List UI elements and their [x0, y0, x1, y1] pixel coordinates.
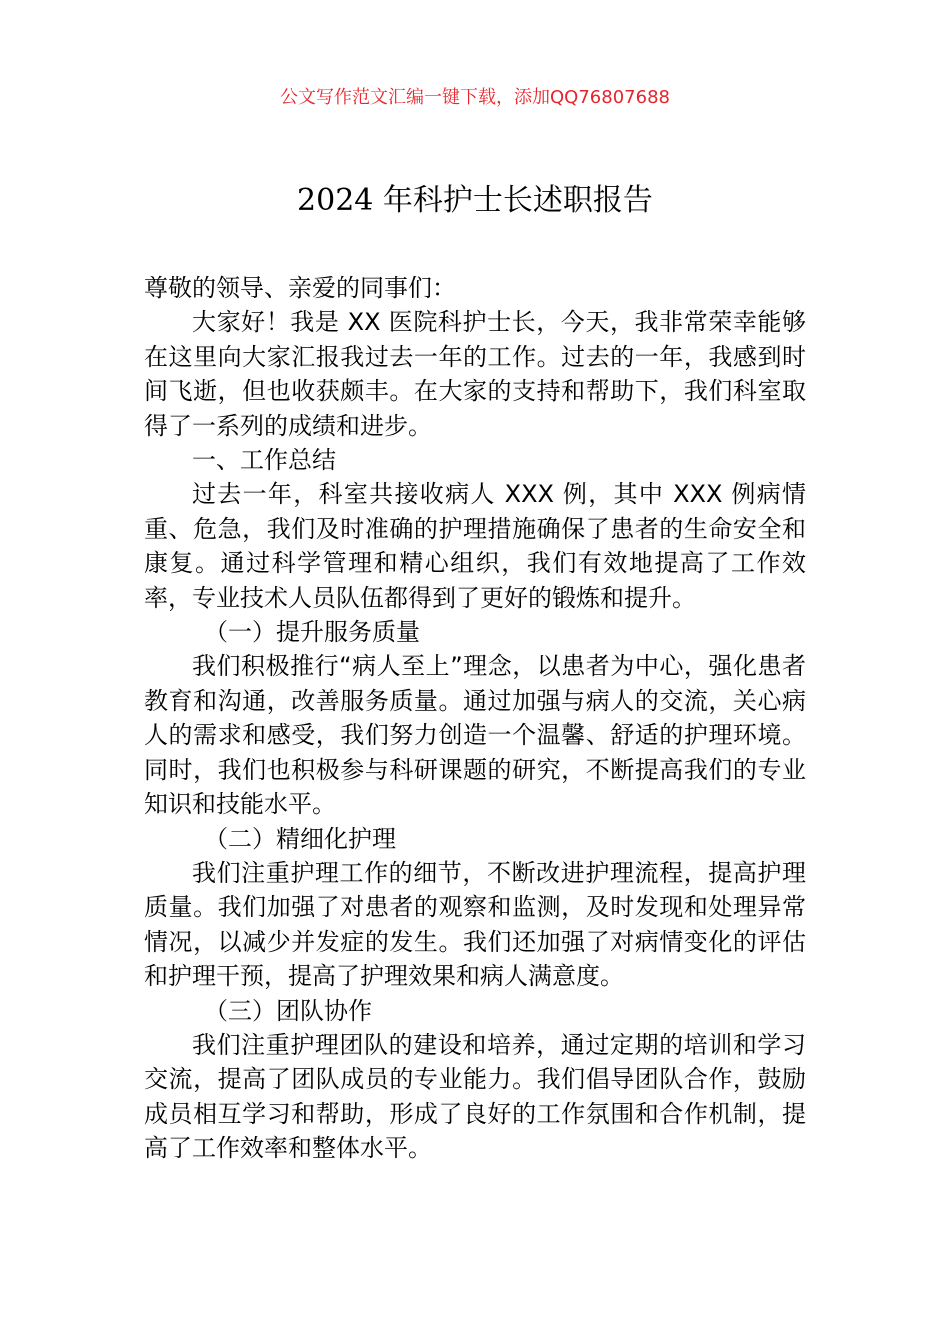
- subsection-heading-service-quality: （一）提升服务质量: [204, 618, 420, 647]
- intro-paragraph: 大家好！我是 XX 医院科护士长，今天，我非常荣幸能够在这里向大家汇报我过去一年的工作。过去的一年，我感到时间飞逝，但也收获颇丰。在大家的支持和帮助下，我们科室取得了一系列的成绩和进步。: [144, 308, 806, 440]
- page-title: 2024 年科护士长述职报告: [297, 183, 653, 218]
- document-body: [144, 271, 806, 1166]
- promo-banner: 公文写作范文汇编一键下载，添加QQ76807688: [280, 87, 670, 108]
- paragraph-work-summary: 过去一年，科室共接收病人 XXX 例，其中 XXX 例病情重、危急，我们及时准确的护理措施确保了患者的生命安全和康复。通过科学管理和精心组织，我们有效地提高了工作效率，专业技术人员队伍都得到了更好的锻炼和提升。: [144, 480, 806, 612]
- subsection-heading-teamwork: （三）团队协作: [204, 996, 372, 1025]
- greeting: 尊敬的领导、亲爱的同事们：: [144, 274, 456, 302]
- subsection-heading-refined-nursing: （二）精细化护理: [204, 824, 396, 853]
- section-heading-work-summary: 一、工作总结: [192, 446, 336, 475]
- paragraph-service-quality: 我们积极推行“病人至上”理念，以患者为中心，强化患者教育和沟通，改善服务质量。通过加强与病人的交流，关心病人的需求和感受，我们努力创造一个温馨、舒适的护理环境。同时，我们也积极参与科研课题的研究，不断提高我们的专业知识和技能水平。: [144, 652, 806, 819]
- paragraph-refined-nursing: 我们注重护理工作的细节，不断改进护理流程，提高护理质量。我们加强了对患者的观察和监测，及时发现和处理异常情况，以减少并发症的发生。我们还加强了对病情变化的评估和护理干预，提高了护理效果和病人满意度。: [144, 858, 806, 991]
- paragraph-teamwork: 我们注重护理团队的建设和培养，通过定期的培训和学习交流，提高了团队成员的专业能力。我们倡导团队合作，鼓励成员相互学习和帮助，形成了良好的工作氛围和合作机制，提高了工作效率和整体水平。: [144, 1030, 806, 1163]
